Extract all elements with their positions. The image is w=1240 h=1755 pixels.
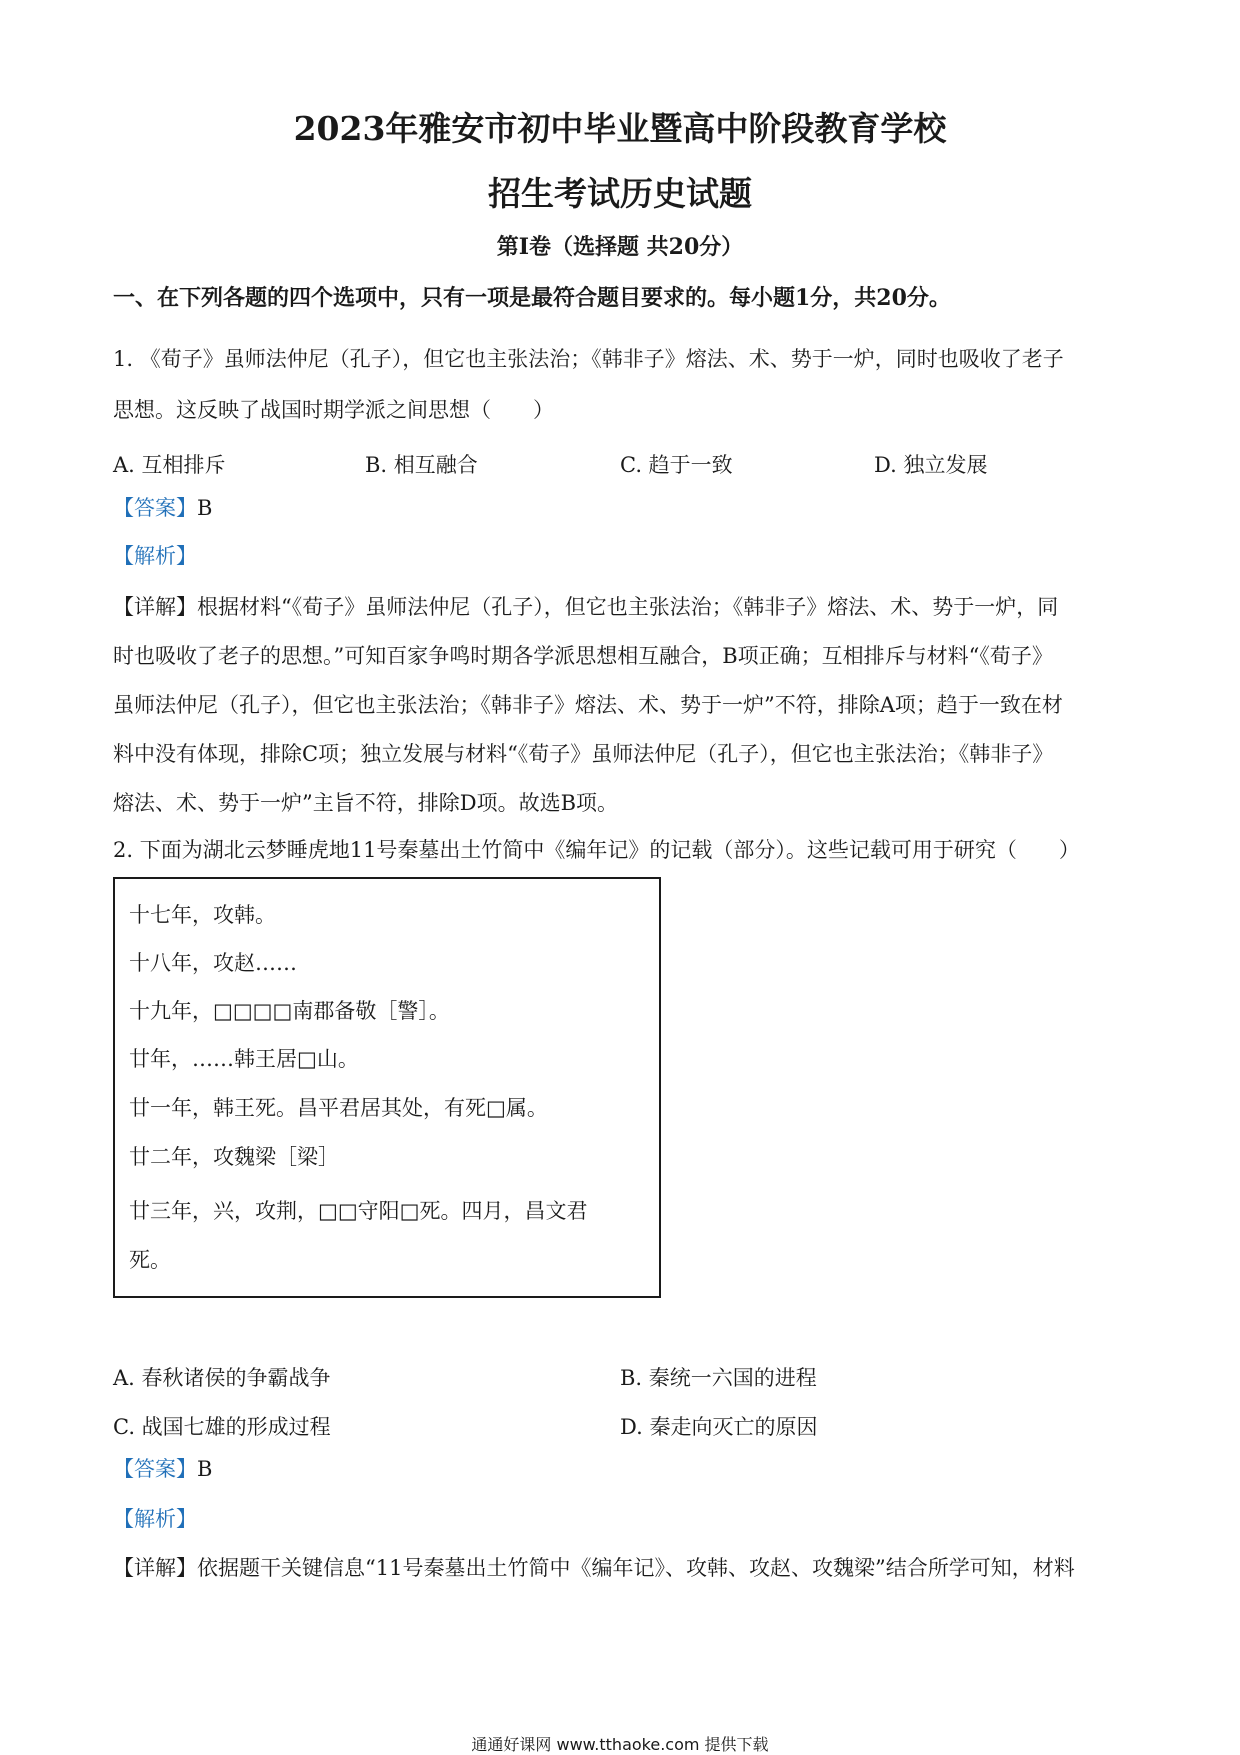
q1-answer-label: 【答案】 [113, 496, 197, 520]
page-footer: 通通好课网 www.tthaoke.com 提供下载 [471, 1735, 769, 1754]
q1-option-a: A. 互相排斥 [113, 453, 226, 477]
q1-detail-line1 [113, 597, 1058, 618]
q2-answer-value: B [197, 1457, 213, 1481]
q2-detail-label: 【详解】 [113, 1556, 197, 1580]
q2-option-c: C. 战国七雄的形成过程 [113, 1415, 331, 1439]
q2-record-line: 廿三年，兴，攻荆，□□守阳□死。四月，昌文君 [129, 1199, 588, 1223]
q2-answer-label: 【答案】 [113, 1457, 197, 1481]
q1-detail-text1: 根据材料“《荀子》虽师法仲尼（孔子），但它也主张法治；《韩非子》熔法、术、势于一炉，同 [197, 595, 1059, 619]
q2-detail-text1: 依据题干关键信息“11号秦墓出土竹简中《编年记》、攻韩、攻赵、攻魏梁”结合所学可知，材料 [197, 1556, 1075, 1580]
q1-option-b: B. 相互融合 [365, 453, 478, 477]
q1-detail-line4: 料中没有体现，排除C项；独立发展与材料“《荀子》虽师法仲尼（孔子），但它也主张法治；《韩非子》 [113, 742, 1054, 766]
q1-detail-line5: 熔法、术、势于一炉”主旨不符，排除D项。故选B项。 [113, 791, 619, 815]
q2-record-line: 死。 [129, 1248, 171, 1272]
q1-stem-line2: 思想。这反映了战国时期学派之间思想（ ） [113, 398, 554, 422]
q2-option-d: D. 秦走向灭亡的原因 [620, 1415, 818, 1439]
q2-analysis-label: 【解析】 [113, 1507, 197, 1531]
q1-stem-line1: 1. 《荀子》虽师法仲尼（孔子），但它也主张法治；《韩非子》熔法、术、势于一炉，同时也吸收了老子 [113, 347, 1064, 371]
q2-record-line: 十七年，攻韩。 [129, 903, 276, 927]
volume-heading: 第I卷（选择题 共20分） [496, 234, 744, 260]
q1-option-c: C. 趋于一致 [620, 453, 733, 477]
q1-analysis-label: 【解析】 [113, 544, 197, 568]
q1-detail-line3: 虽师法仲尼（孔子），但它也主张法治；《韩非子》熔法、术、势于一炉”不符，排除A项；趋于一致在材 [113, 693, 1063, 717]
q2-record-line: 十九年，□□□□南郡备敬［警］。 [129, 999, 450, 1023]
q1-analysis [113, 546, 197, 567]
q2-record-line: 廿年，……韩王居□山。 [129, 1047, 359, 1071]
exam-title-line1: 2023年雅安市初中毕业暨高中阶段教育学校 [293, 109, 947, 148]
q1-answer-value: B [197, 496, 213, 520]
q1-answer [113, 498, 212, 519]
q1-detail-line2: 时也吸收了老子的思想。”可知百家争鸣时期各学派思想相互融合，B项正确；互相排斥与材料“《荀子》 [113, 644, 1053, 668]
q2-analysis [113, 1509, 197, 1530]
q1-option-d: D. 独立发展 [874, 453, 988, 477]
q2-stem: 2. 下面为湖北云梦睡虎地11号秦墓出土竹简中《编年记》的记载（部分）。这些记载可用于研究（ ） [113, 838, 1080, 862]
section-heading: 一、在下列各题的四个选项中，只有一项是最符合题目要求的。每小题1分，共20分。 [113, 285, 951, 311]
exam-title-line2: 招生考试历史试题 [488, 174, 752, 213]
q2-detail-line1 [113, 1558, 1075, 1579]
q2-answer [113, 1459, 212, 1480]
q2-record-line: 十八年，攻赵…… [129, 951, 297, 975]
q2-option-b: B. 秦统一六国的进程 [620, 1366, 817, 1390]
q1-detail-label: 【详解】 [113, 595, 197, 619]
q2-record-line: 廿一年，韩王死。昌平君居其处，有死□属。 [129, 1096, 548, 1120]
q2-record-line: 廿二年，攻魏梁［梁］ [129, 1145, 339, 1169]
q2-option-a: A. 春秋诸侯的争霸战争 [113, 1366, 331, 1390]
q2-source-box [113, 877, 661, 1298]
